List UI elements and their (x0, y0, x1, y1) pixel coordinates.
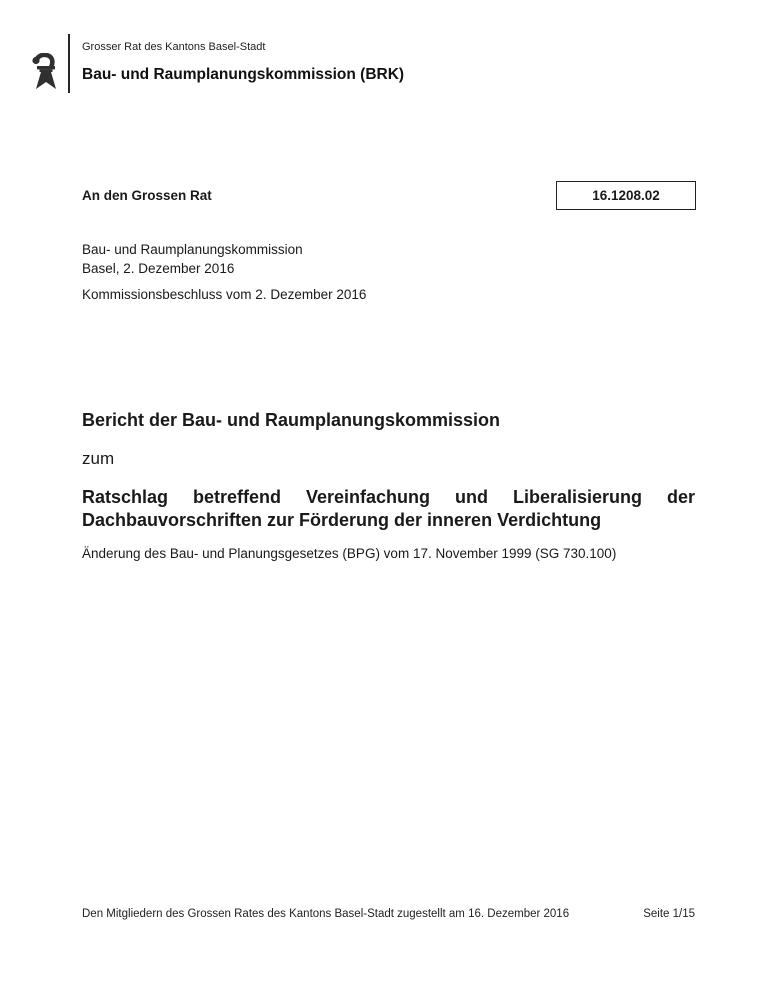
sender-name: Bau- und Raumplanungskommission (82, 242, 303, 257)
distribution-note: Den Mitgliedern des Grossen Rates des Kantons Basel-Stadt zugestellt am 16. Dezember 2016 (82, 908, 570, 920)
page-indicator: Seite 1/15 (643, 908, 695, 920)
subject-title-line1: Ratschlag betreffend Vereinfachung und Liberalisierung der (82, 487, 695, 507)
page-footer (82, 908, 695, 920)
addressee-line: An den Grossen Rat (82, 188, 212, 203)
header-org-line: Grosser Rat des Kantons Basel-Stadt (82, 41, 266, 53)
header-commission-name: Bau- und Raumplanungskommission (BRK) (82, 66, 405, 83)
basel-staff-icon (30, 53, 62, 91)
document-number: 16.1208.02 (592, 188, 660, 203)
title-connector: zum (82, 449, 115, 468)
document-number-box (556, 181, 696, 210)
place-date-line: Basel, 2. Dezember 2016 (82, 261, 235, 276)
law-reference-line: Änderung des Bau- und Planungsgesetzes (BPG) vom 17. November 1999 (SG 730.100) (82, 546, 617, 561)
letterhead (82, 41, 404, 84)
subject-title-line2: Dachbauvorschriften zur Förderung der inneren Verdichtung (82, 510, 602, 530)
subject-title (82, 486, 695, 532)
decision-line: Kommissionsbeschluss vom 2. Dezember 2016 (82, 287, 367, 302)
report-title: Bericht der Bau- und Raumplanungskommission (82, 410, 501, 430)
header-divider (68, 34, 70, 93)
sender-block (82, 240, 303, 278)
